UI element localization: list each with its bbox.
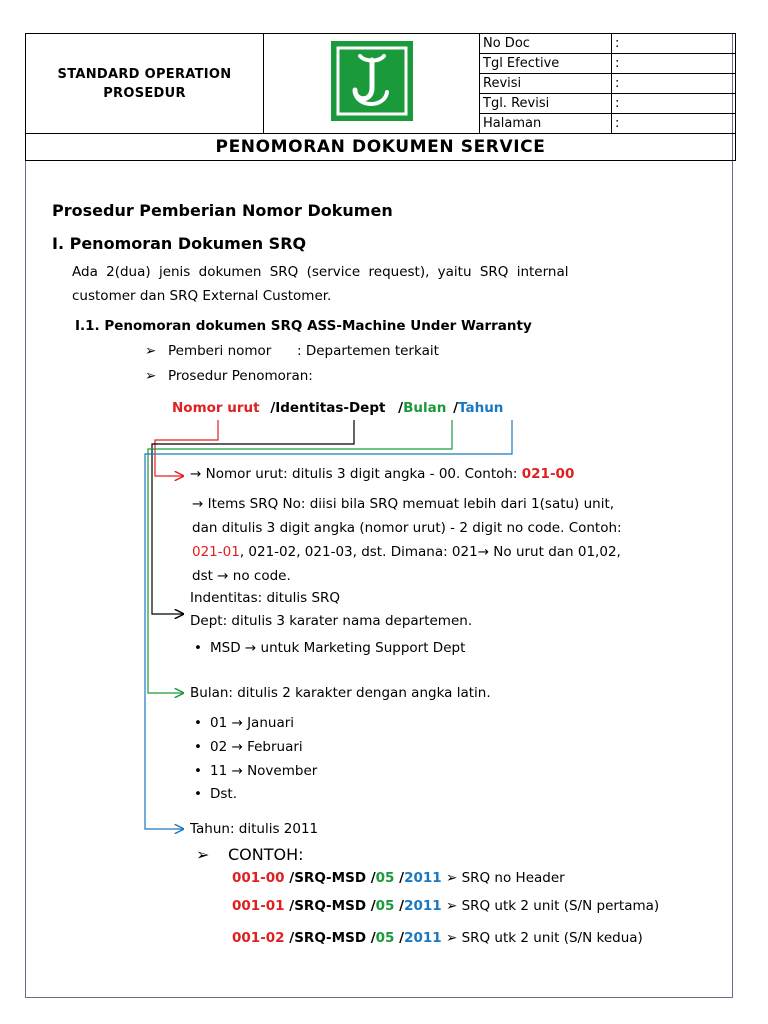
format-tahun-slash: / xyxy=(453,400,458,416)
pemberi-label: Pemberi nomor xyxy=(168,343,272,359)
identitas-line: Indentitas: ditulis SRQ xyxy=(190,590,341,606)
pemberi-value: : Departemen terkait xyxy=(297,343,439,359)
meta-key-tgl-revisi: Tgl. Revisi xyxy=(480,94,612,114)
items-line-2: dan ditulis 3 digit angka (nomor urut) - 2 digit no code. Contoh: xyxy=(192,520,622,536)
meta-key-halaman: Halaman xyxy=(480,114,612,134)
document-title: PENOMORAN DOKUMEN SERVICE xyxy=(26,134,736,161)
dept-line: Dept: ditulis 3 karater nama departemen. xyxy=(190,613,473,629)
intro-line-1: Ada 2(dua) jenis dokumen SRQ (service request), yaitu SRQ internal xyxy=(72,264,569,280)
prosedur-bullet-icon: ➢ xyxy=(145,368,157,384)
intro-line-2: customer dan SRQ External Customer. xyxy=(72,288,332,304)
meta-key-revisi: Revisi xyxy=(480,74,612,94)
meta-key-tgl-efective: Tgl Efective xyxy=(480,54,612,74)
items-line-3 xyxy=(192,544,621,560)
items-line-3-rest: , 021-02, 021-03, dst. Dimana: 021→ No urut dan 01,02, xyxy=(239,544,621,560)
dept-bullet: • MSD → untuk Marketing Support Dept xyxy=(210,640,465,656)
example-2-note: ➢ SRQ utk 2 unit (S/N pertama) xyxy=(441,898,660,914)
example-1-year: 2011 xyxy=(404,870,442,886)
example-1-month: 05 xyxy=(375,870,395,886)
meta-key-no-doc: No Doc xyxy=(480,34,612,54)
example-row xyxy=(232,870,565,886)
bulan-bullet-3: • 11 → November xyxy=(210,763,317,779)
format-bulan-slash: / xyxy=(398,400,404,416)
example-2-year: 2011 xyxy=(404,898,442,914)
nomor-line xyxy=(190,466,574,482)
example-row xyxy=(232,930,643,946)
example-2-no: 001-01 xyxy=(232,898,285,914)
nomor-line-example: 021-00 xyxy=(521,466,575,482)
format-identitas: /Identitas-Dept xyxy=(270,400,386,416)
example-3-mid: /SRQ-MSD / xyxy=(284,930,376,946)
example-3-sep: / xyxy=(394,930,405,946)
format-tahun: Tahun xyxy=(458,400,504,416)
example-row xyxy=(232,898,659,914)
bulan-bullet-4: • Dst. xyxy=(210,786,237,802)
example-3-no: 001-02 xyxy=(232,930,285,946)
format-nomor: Nomor urut xyxy=(172,400,260,416)
bulan-bullet-2: • 02 → Februari xyxy=(210,739,303,755)
prosedur-label: Prosedur Penomoran: xyxy=(168,368,313,384)
example-2-mid: /SRQ-MSD / xyxy=(284,898,376,914)
contoh-label: CONTOH: xyxy=(228,845,304,864)
bulan-line: Bulan: ditulis 2 karakter dengan angka latin. xyxy=(190,685,491,701)
sop-title-line1: STANDARD OPERATION xyxy=(57,66,232,82)
example-3-note: ➢ SRQ utk 2 unit (S/N kedua) xyxy=(441,930,643,946)
part1-heading: I. Penomoran Dokumen SRQ xyxy=(52,234,307,253)
example-1-no: 001-00 xyxy=(232,870,285,886)
bulan-bullet-1: • 01 → Januari xyxy=(210,715,294,731)
meta-value-revisi: : xyxy=(612,74,736,94)
format-bulan: Bulan xyxy=(403,400,447,416)
tahun-line: Tahun: ditulis 2011 xyxy=(190,821,319,837)
meta-value-no-doc: : xyxy=(612,34,736,54)
items-line-4: dst → no code. xyxy=(192,568,291,584)
example-1-sep: / xyxy=(394,870,405,886)
example-3-month: 05 xyxy=(375,930,395,946)
example-3-year: 2011 xyxy=(404,930,442,946)
meta-value-halaman: : xyxy=(612,114,736,134)
pemberi-bullet-icon: ➢ xyxy=(145,343,157,359)
section-heading: Prosedur Pemberian Nomor Dokumen xyxy=(52,201,393,220)
sub-heading: I.1. Penomoran dokumen SRQ ASS-Machine Under Warranty xyxy=(75,318,532,334)
contoh-bullet-icon: ➢ xyxy=(196,845,210,864)
example-1-mid: /SRQ-MSD / xyxy=(284,870,376,886)
items-line-3-example: 021-01 xyxy=(192,544,240,560)
nomor-line-text: → Nomor urut: ditulis 3 digit angka - 00. Contoh: xyxy=(190,466,522,482)
example-2-sep: / xyxy=(394,898,405,914)
items-line-1: → Items SRQ No: diisi bila SRQ memuat lebih dari 1(satu) unit, xyxy=(192,496,615,512)
example-2-month: 05 xyxy=(375,898,395,914)
meta-value-tgl-efective: : xyxy=(612,54,736,74)
meta-value-tgl-revisi: : xyxy=(612,94,736,114)
example-1-note: ➢ SRQ no Header xyxy=(441,870,565,886)
sop-title-line2: PROSEDUR xyxy=(103,85,186,101)
